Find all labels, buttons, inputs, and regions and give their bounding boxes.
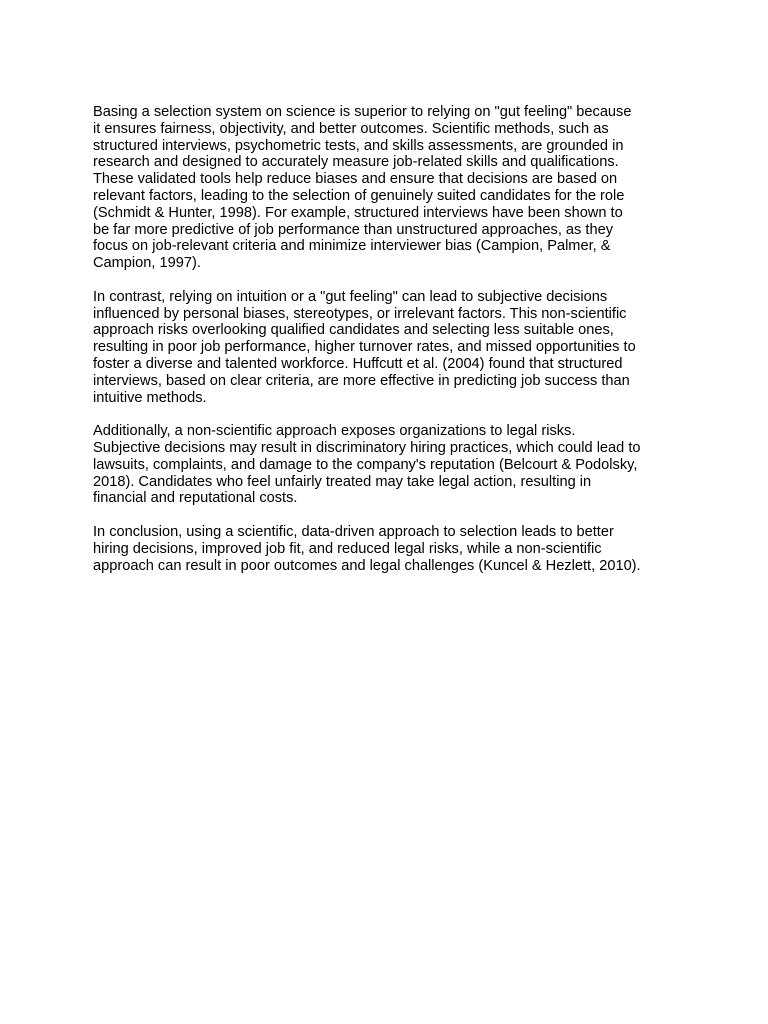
paragraph-line: be far more predictive of job performance than unstructured approaches, as they bbox=[93, 221, 613, 238]
paragraph-line: intuitive methods. bbox=[93, 389, 207, 406]
paragraph-line: it ensures fairness, objectivity, and better outcomes. Scientific methods, such as bbox=[93, 120, 609, 137]
paragraph-4 bbox=[93, 524, 683, 574]
paragraph-line: Campion, 1997). bbox=[93, 255, 201, 272]
document-body bbox=[93, 104, 683, 591]
paragraph-3 bbox=[93, 423, 683, 507]
paragraph-line: hiring decisions, improved job fit, and reduced legal risks, while a non-scientific bbox=[93, 540, 602, 557]
paragraph-line: 2018). Candidates who feel unfairly treated may take legal action, resulting in bbox=[93, 473, 592, 490]
paragraph-line: lawsuits, complaints, and damage to the company's reputation (Belcourt & Podolsky, bbox=[93, 456, 638, 473]
paragraph-line: resulting in poor job performance, higher turnover rates, and missed opportunities to bbox=[93, 339, 636, 356]
paragraph-line: In conclusion, using a scientific, data-driven approach to selection leads to better bbox=[93, 523, 614, 540]
paragraph-line: structured interviews, psychometric tests, and skills assessments, are grounded in bbox=[93, 137, 624, 154]
paragraph-line: Basing a selection system on science is superior to relying on "gut feeling" because bbox=[93, 104, 632, 120]
paragraph-2 bbox=[93, 289, 683, 407]
paragraph-line: focus on job-relevant criteria and minimize interviewer bias (Campion, Palmer, & bbox=[93, 238, 611, 255]
paragraph-line: Subjective decisions may result in discriminatory hiring practices, which could lead to bbox=[93, 439, 641, 456]
paragraph-line: approach can result in poor outcomes and legal challenges (Kuncel & Hezlett, 2010). bbox=[93, 557, 641, 574]
paragraph-line: foster a diverse and talented workforce. Huffcutt et al. (2004) found that structured bbox=[93, 355, 623, 372]
paragraph-line: (Schmidt & Hunter, 1998). For example, structured interviews have been shown to bbox=[93, 204, 623, 221]
paragraph-line: relevant factors, leading to the selection of genuinely suited candidates for the role bbox=[93, 187, 625, 204]
paragraph-line: These validated tools help reduce biases and ensure that decisions are based on bbox=[93, 171, 618, 188]
paragraph-line: research and designed to accurately measure job-related skills and qualifications. bbox=[93, 154, 619, 171]
paragraph-line: approach risks overlooking qualified candidates and selecting less suitable ones, bbox=[93, 322, 614, 339]
paragraph-line: financial and reputational costs. bbox=[93, 490, 298, 507]
paragraph-1 bbox=[93, 104, 683, 272]
paragraph-line: interviews, based on clear criteria, are more effective in predicting job success than bbox=[93, 372, 630, 389]
paragraph-line: influenced by personal biases, stereotypes, or irrelevant factors. This non-scientific bbox=[93, 305, 627, 322]
paragraph-line: In contrast, relying on intuition or a "gut feeling" can lead to subjective decisions bbox=[93, 288, 608, 305]
paragraph-line: Additionally, a non-scientific approach exposes organizations to legal risks. bbox=[93, 423, 576, 440]
